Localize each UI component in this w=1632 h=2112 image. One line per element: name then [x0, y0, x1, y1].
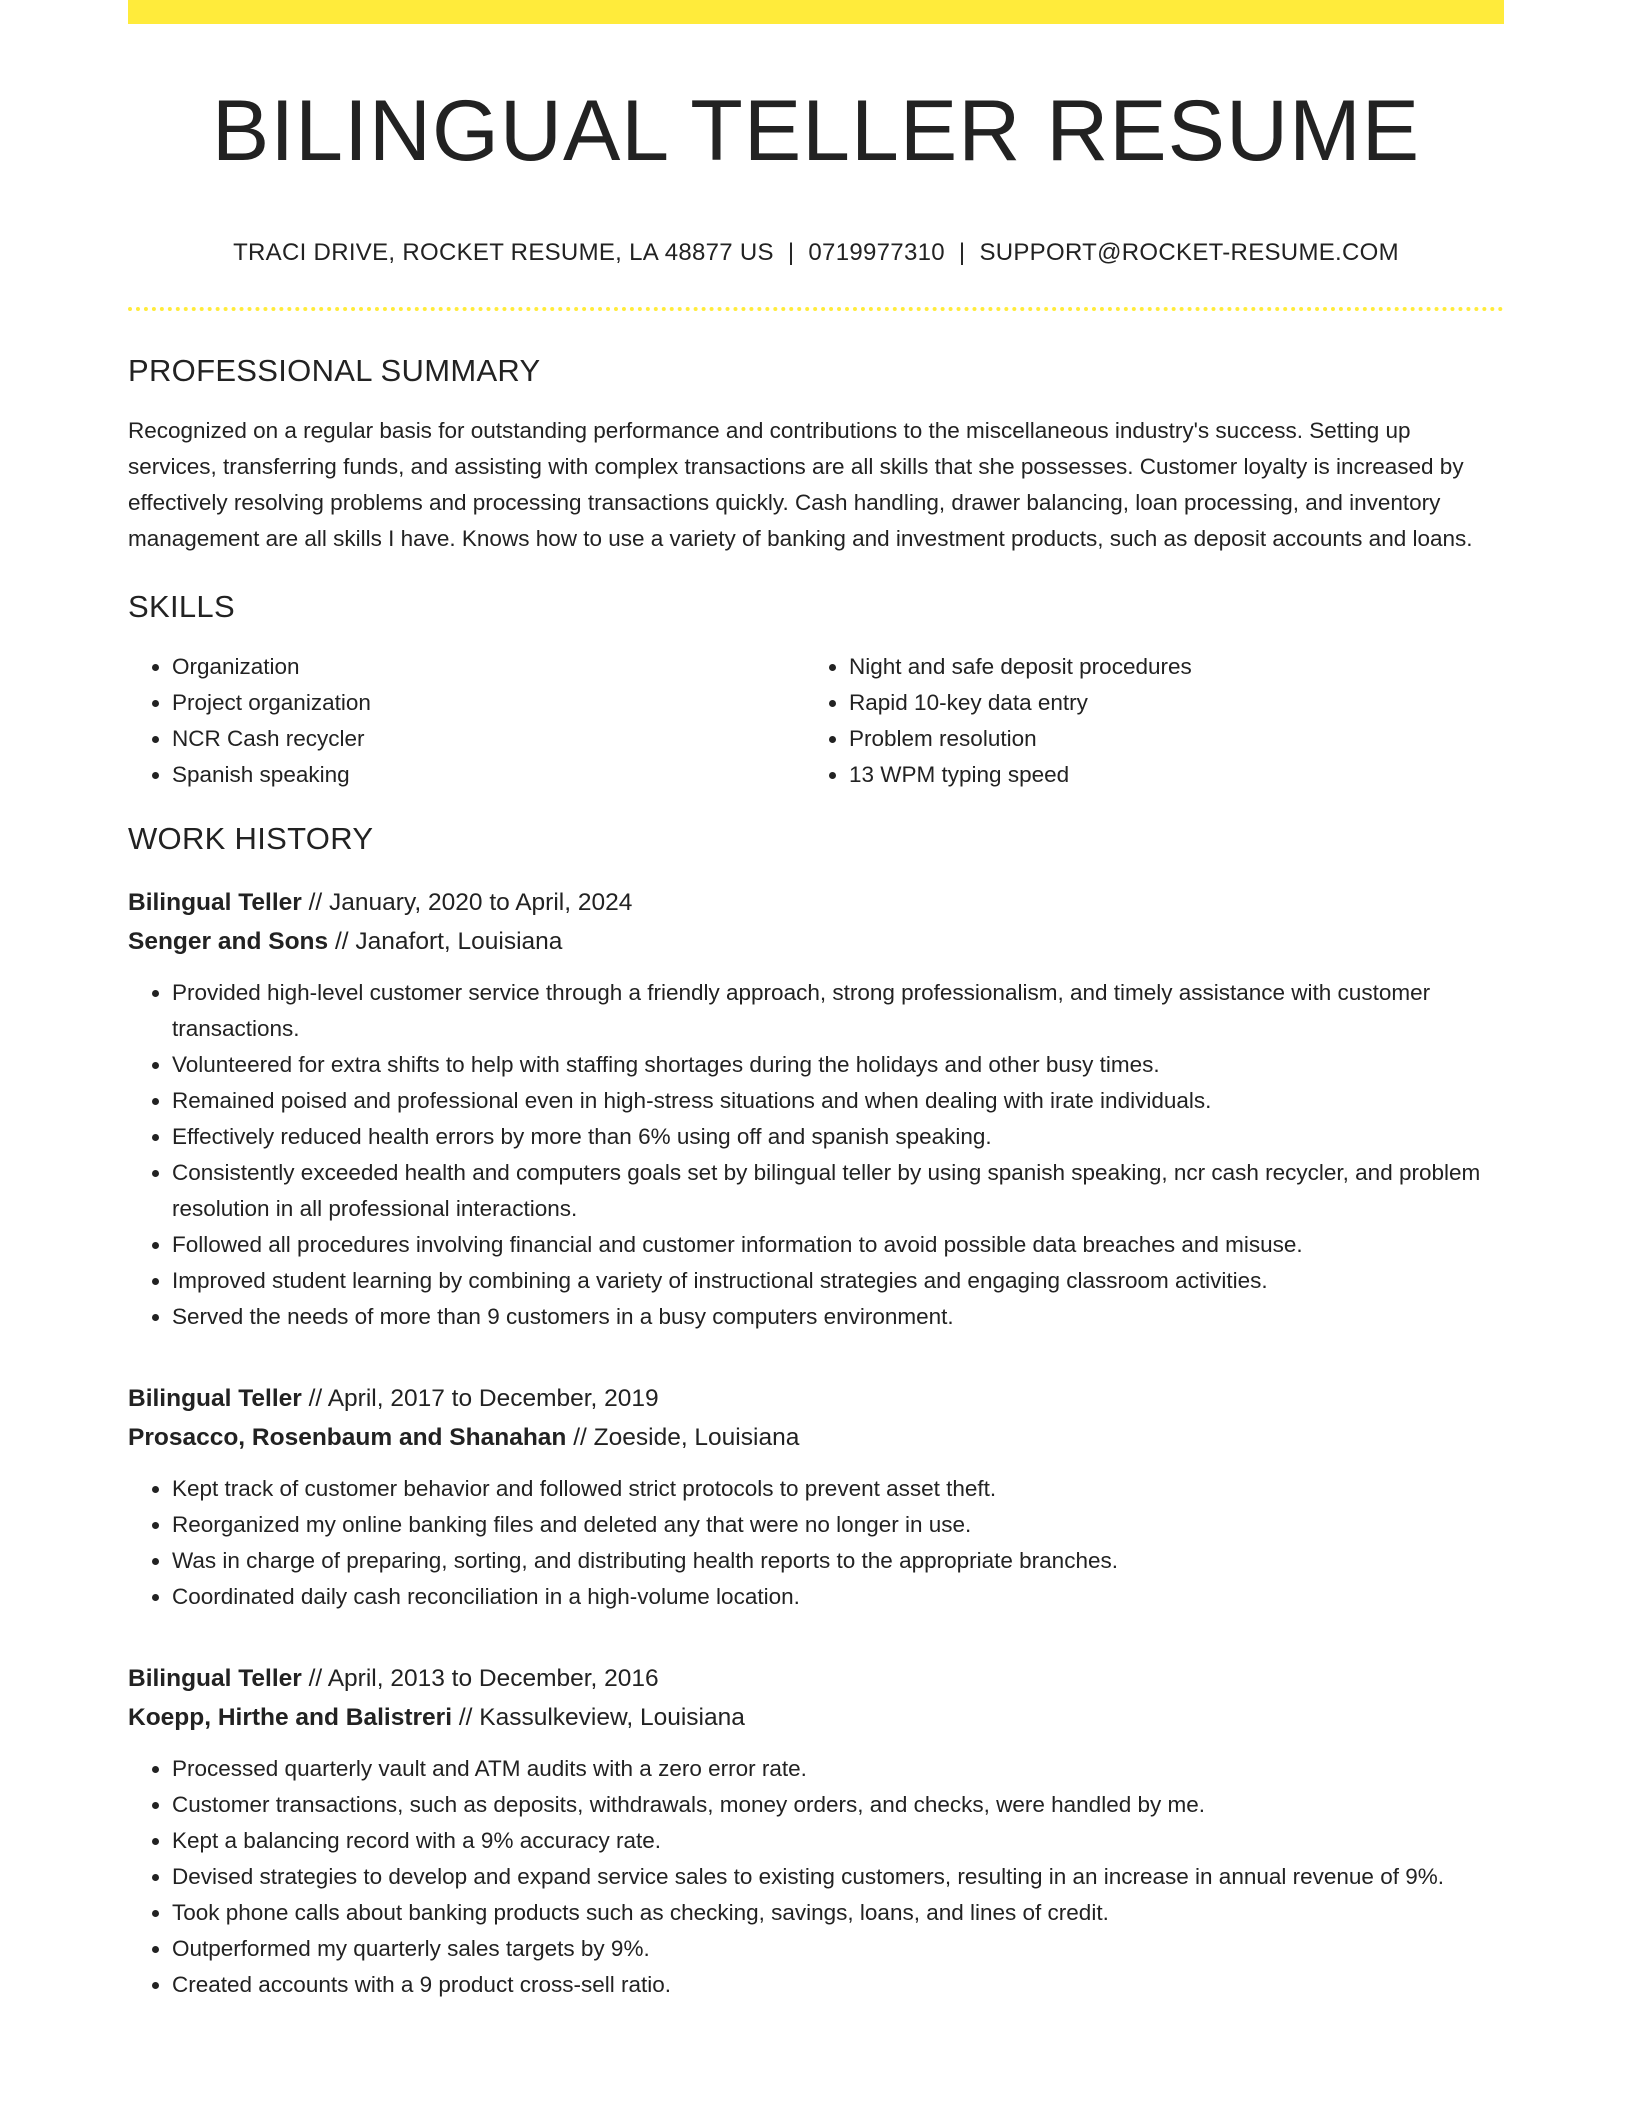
job-bullet: • Effectively reduced health errors by more than 6% using off and spanish speaking.	[172, 1119, 1504, 1155]
summary-paragraph: Recognized on a regular basis for outstanding performance and contributions to the miscellaneous industry's success. Setting up services, transferring funds, and assisting with complex transactions are all skills that she possesses. Customer loyalty is increased by effectively resolving problems and processing transactions quickly. Cash handling, drawer balancing, loan processing, and inventory management are all skills I have. Knows how to use a variety of banking and investment products, such as deposit accounts and loans.	[128, 417, 1473, 551]
skill-item: • 13 WPM typing speed	[849, 757, 1504, 793]
job-title: Bilingual Teller	[128, 1384, 302, 1412]
job-separator: //	[308, 888, 323, 916]
job-entry	[128, 1379, 1504, 1615]
skill-item: • Spanish speaking	[172, 757, 805, 793]
job-bullet: • Volunteered for extra shifts to help with staffing shortages during the holidays and other busy times.	[172, 1047, 1504, 1083]
job-bullet: • Took phone calls about banking products such as checking, savings, loans, and lines of credit.	[172, 1895, 1504, 1931]
job-company: Prosacco, Rosenbaum and Shanahan	[128, 1423, 567, 1451]
job-bullet: • Outperformed my quarterly sales targets by 9%.	[172, 1931, 1504, 1967]
job-entry	[128, 883, 1504, 1335]
job-company-line	[128, 922, 1504, 961]
job-location: Janafort, Louisiana	[355, 927, 563, 955]
job-company-line	[128, 1418, 1504, 1457]
skills-columns	[128, 649, 1504, 793]
work-history-heading: WORK HISTORY	[128, 820, 374, 856]
resume-title: BILINGUAL TELLER RESUME	[211, 83, 1421, 179]
job-bullet: • Coordinated daily cash reconciliation in a high-volume location.	[172, 1579, 1504, 1615]
skills-heading: SKILLS	[128, 588, 235, 624]
contact-separator: |	[958, 238, 966, 266]
job-separator: //	[573, 1423, 587, 1451]
job-bullet: • Kept a balancing record with a 9% accuracy rate.	[172, 1823, 1504, 1859]
job-title: Bilingual Teller	[128, 888, 302, 916]
job-dates: January, 2020 to April, 2024	[329, 888, 633, 916]
job-bullet: • Was in charge of preparing, sorting, and distributing health reports to the appropriate branches.	[172, 1543, 1504, 1579]
job-bullets	[128, 1751, 1504, 2003]
job-company: Koepp, Hirthe and Balistreri	[128, 1703, 453, 1731]
job-separator: //	[334, 927, 349, 955]
job-bullet: • Customer transactions, such as deposits, withdrawals, money orders, and checks, were handled by me.	[172, 1787, 1504, 1823]
job-bullet: • Provided high-level customer service through a friendly approach, strong professionalism, and timely assistance with customer transactions.	[172, 975, 1504, 1047]
job-bullet: • Improved student learning by combining a variety of instructional strategies and engaging classroom activities.	[172, 1263, 1504, 1299]
job-dates: April, 2013 to December, 2016	[327, 1664, 659, 1692]
job-separator: //	[308, 1384, 323, 1412]
contact-email[interactable]: SUPPORT@ROCKET-RESUME.COM	[979, 238, 1399, 266]
job-dates: April, 2017 to December, 2019	[327, 1384, 659, 1412]
skill-item: • Night and safe deposit procedures	[849, 649, 1504, 685]
job-location: Kassulkeview, Louisiana	[479, 1703, 745, 1731]
skills-list-left	[128, 649, 805, 793]
job-bullet: • Consistently exceeded health and computers goals set by bilingual teller by using spanish speaking, ncr cash recycler, and problem resolution in all professional interactions.	[172, 1155, 1504, 1227]
skill-item: • NCR Cash recycler	[172, 721, 805, 757]
job-title: Bilingual Teller	[128, 1664, 302, 1692]
accent-top-bar	[128, 0, 1504, 24]
job-bullets	[128, 975, 1504, 1335]
job-entry	[128, 1659, 1504, 2003]
resume-page	[128, 0, 1504, 2003]
job-bullet: • Served the needs of more than 9 customers in a busy computers environment.	[172, 1299, 1504, 1335]
job-separator: //	[308, 1664, 323, 1692]
job-company-line	[128, 1698, 1504, 1737]
job-bullet: • Followed all procedures involving financial and customer information to avoid possible data breaches and misuse.	[172, 1227, 1504, 1263]
job-bullets	[128, 1471, 1504, 1615]
job-bullet: • Kept track of customer behavior and followed strict protocols to prevent asset theft.	[172, 1471, 1504, 1507]
job-title-line	[128, 1379, 1504, 1418]
skill-item: • Organization	[172, 649, 805, 685]
job-company: Senger and Sons	[128, 927, 329, 955]
job-bullet: • Devised strategies to develop and expand service sales to existing customers, resulting in an increase in annual revenue of 9%.	[172, 1859, 1504, 1895]
job-bullet: • Reorganized my online banking files and deleted any that were no longer in use.	[172, 1507, 1504, 1543]
summary-heading: PROFESSIONAL SUMMARY	[128, 352, 541, 388]
dotted-divider	[128, 307, 1504, 311]
skill-item: • Project organization	[172, 685, 805, 721]
job-title-line	[128, 1659, 1504, 1698]
contact-address: TRACI DRIVE, ROCKET RESUME, LA 48877 US	[233, 238, 774, 266]
job-separator: //	[458, 1703, 473, 1731]
contact-separator: |	[787, 238, 795, 266]
job-bullet: • Processed quarterly vault and ATM audits with a zero error rate.	[172, 1751, 1504, 1787]
job-location: Zoeside, Louisiana	[593, 1423, 800, 1451]
skill-item: • Rapid 10-key data entry	[849, 685, 1504, 721]
skill-item: • Problem resolution	[849, 721, 1504, 757]
job-bullet: • Created accounts with a 9 product cross-sell ratio.	[172, 1967, 1504, 2003]
contact-line	[128, 239, 1504, 267]
job-bullet: • Remained poised and professional even in high-stress situations and when dealing with irate individuals.	[172, 1083, 1504, 1119]
job-title-line	[128, 883, 1504, 922]
skills-list-right	[805, 649, 1504, 793]
contact-phone: 0719977310	[808, 238, 945, 266]
